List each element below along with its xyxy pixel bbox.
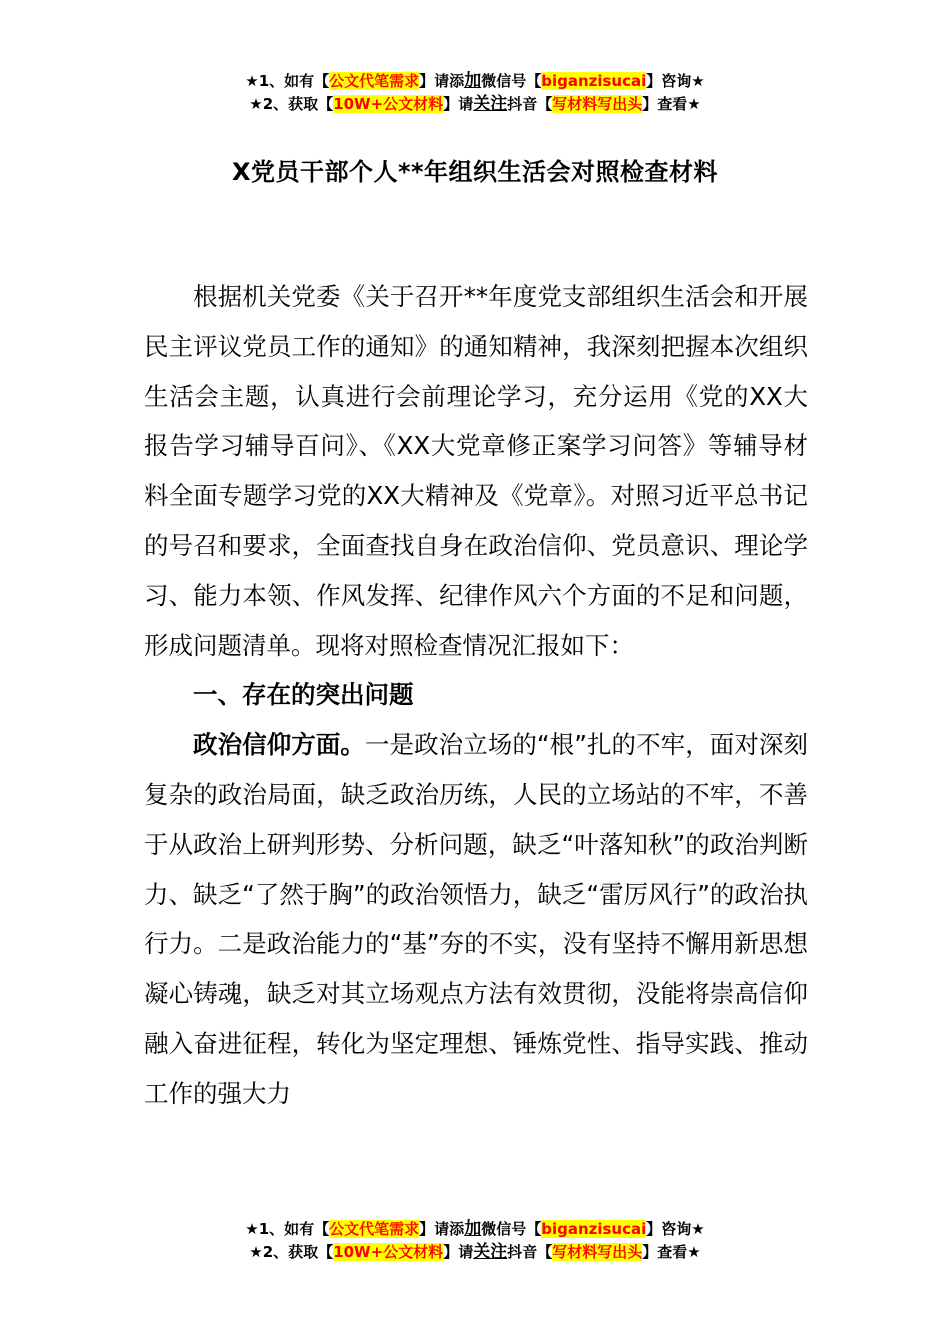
highlight-douyin: 写材料写出头	[552, 95, 643, 113]
promo-text: ★1、如有【	[245, 72, 330, 90]
document-title: X党员干部个人**年组织生活会对照检查材料	[231, 158, 719, 186]
promo-text: ★2、获取【	[249, 95, 334, 113]
highlight-materials: 10W+公文材料	[333, 1243, 444, 1261]
promo-text: 】查看★	[642, 95, 701, 113]
promo-underlined: 关注	[473, 1242, 508, 1262]
promo-line-2	[0, 1241, 950, 1264]
promo-text: ★2、获取【	[249, 1243, 334, 1261]
highlight-service: 公文代笔需求	[329, 1220, 420, 1238]
promo-line-1	[0, 70, 950, 93]
promo-text: 】请添	[419, 1220, 465, 1238]
promo-text: 微信号【	[481, 72, 542, 90]
paragraph-lead: 政治信仰方面。	[193, 730, 365, 760]
promo-text: ★1、如有【	[245, 1220, 330, 1238]
promo-text: 】请添	[419, 72, 465, 90]
promo-text: 】查看★	[642, 1243, 701, 1261]
promo-line-1	[0, 1218, 950, 1241]
promo-banner-bottom	[0, 1218, 950, 1264]
promo-underlined: 加	[464, 71, 482, 91]
promo-underlined: 关注	[473, 94, 508, 114]
promo-text: 】咨询★	[646, 1220, 705, 1238]
promo-text: 】咨询★	[646, 72, 705, 90]
promo-text: 】请	[443, 1243, 474, 1261]
intro-paragraph: 根据机关党委《关于召开**年度党支部组织生活会和开展民主评议党员工作的通知》的通知精神，我深刻把握本次组织生活会主题，认真进行会前理论学习，充分运用《党的XX大报告学习辅导百问》、《XX大党章修正案学习问答》等辅导材料全面专题学习党的XX大精神及《党章》。对照习近平总书记的号召和要求，全面查找自身在政治信仰、党员意识、理论学习、能力本领、作风发挥、纪律作风六个方面的不足和问题，形成问题清单。现将对照检查情况汇报如下：	[144, 282, 808, 660]
document-body	[144, 272, 808, 1119]
highlight-wechat-id: biganzisucai	[541, 1220, 647, 1238]
highlight-douyin: 写材料写出头	[552, 1243, 643, 1261]
promo-text: 抖音【	[507, 95, 553, 113]
promo-line-2	[0, 93, 950, 116]
highlight-materials: 10W+公文材料	[333, 95, 444, 113]
highlight-service: 公文代笔需求	[329, 72, 420, 90]
promo-banner-top	[0, 70, 950, 116]
promo-text: 微信号【	[481, 1220, 542, 1238]
promo-text: 】请	[443, 95, 474, 113]
promo-underlined: 加	[464, 1219, 482, 1239]
promo-text: 抖音【	[507, 1243, 553, 1261]
highlight-wechat-id: biganzisucai	[541, 72, 647, 90]
section-heading: 一、存在的突出问题	[193, 680, 414, 710]
political-belief-paragraph	[144, 720, 808, 1118]
paragraph-text: 一是政治立场的“根”扎的不牢，面对深刻复杂的政治局面，缺乏政治历练，人民的立场站的不牢，不善于从政治上研判形势、分析问题，缺乏“叶落知秋”的政治判断力、缺乏“了然于胸”的政治领悟力，缺乏“雷厉风行”的政治执行力。二是政治能力的“基”夯的不实，没有坚持不懈用新思想凝心铸魂，缺乏对其立场观点方法有效贯彻，没能将崇高信仰融入奋进征程，转化为坚定理想、锤炼党性、指导实践、推动工作的强大力	[144, 730, 808, 1108]
